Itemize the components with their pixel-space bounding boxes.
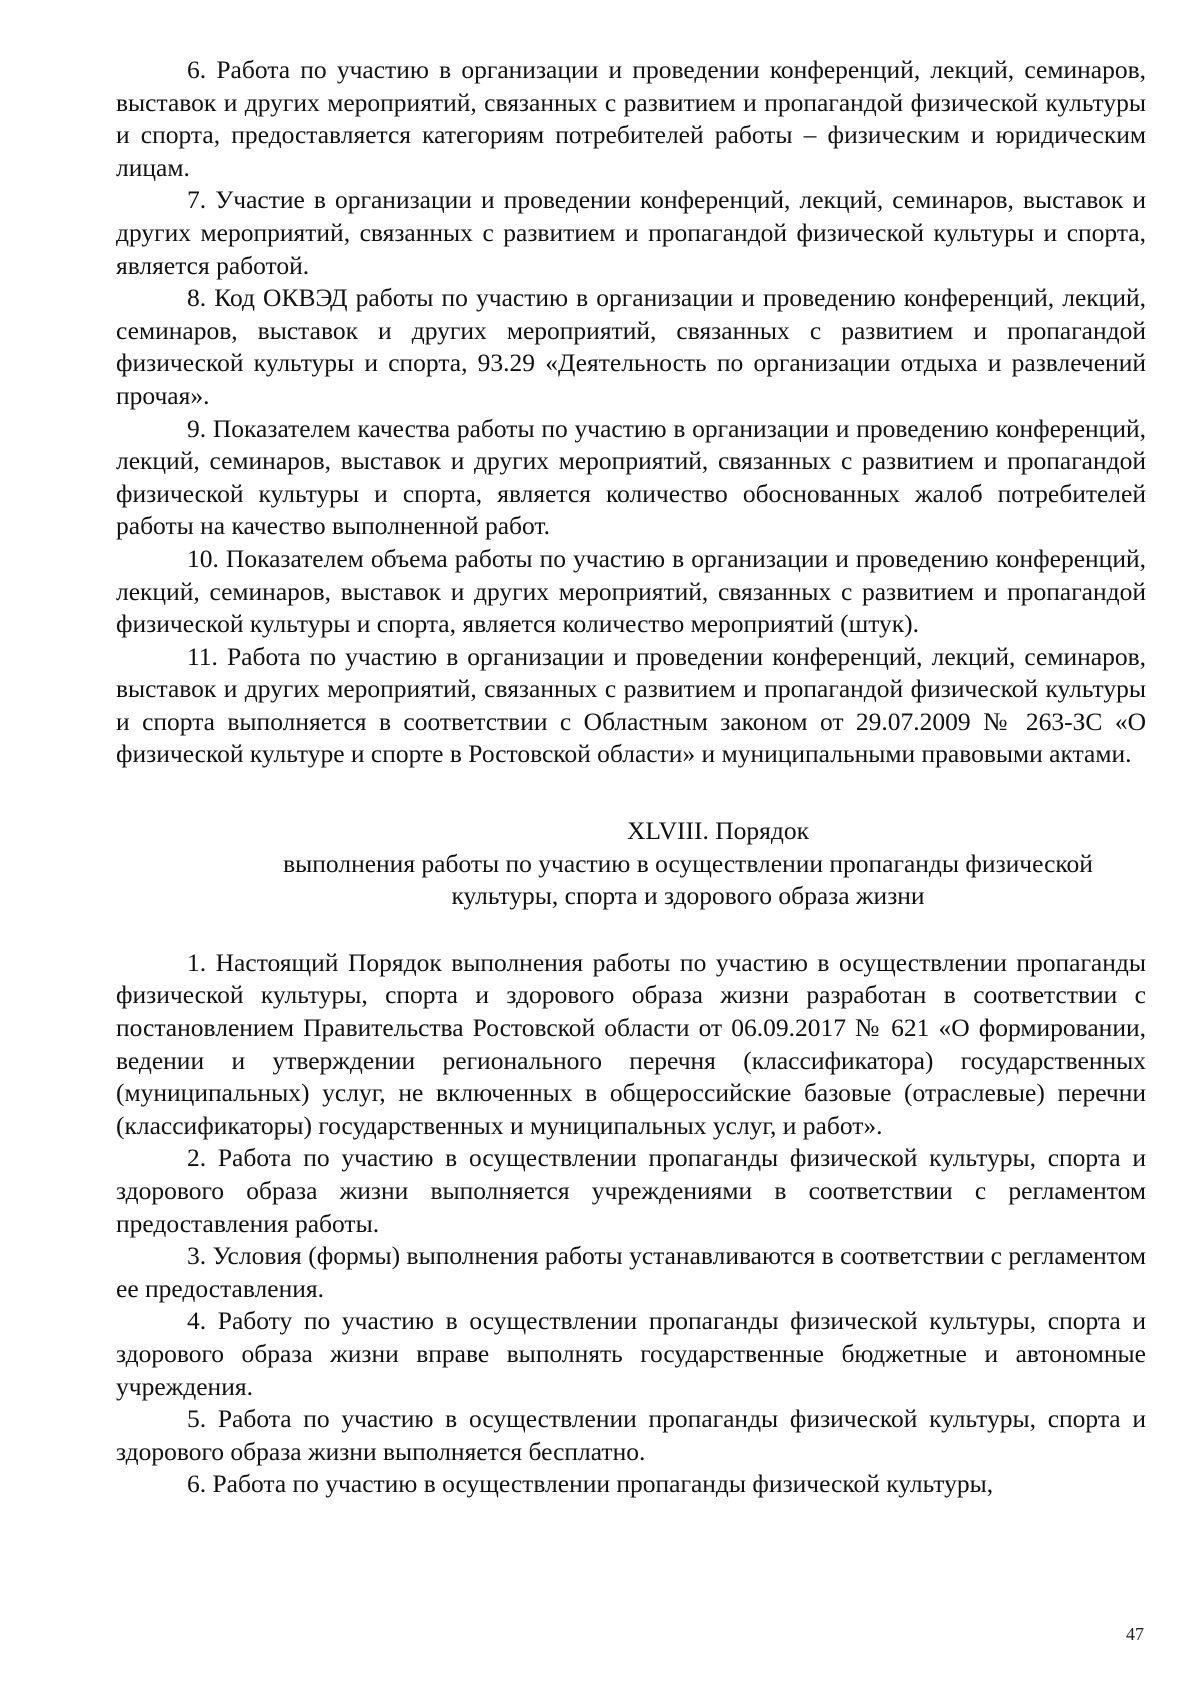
paragraph-6: 6. Работа по участию в организации и проведении конференций, лекций, семинаров, выставок и других мероприятий, связанных с развитием и пропагандой физической культуры и спорта, предоставляется категориям потребителей работы – физическим и юридическим лицам. [116, 55, 1146, 182]
section-paragraph-3: 3. Условия (формы) выполнения работы устанавливаются в соответствии с регламентом ее предоставления. [116, 1241, 1146, 1303]
section-heading-number: XLVIII. Порядок [626, 816, 810, 846]
paragraph-10: 10. Показателем объема работы по участию в организации и проведению конференций, лекций, семинаров, выставок и других мероприятий, связанных с развитием и пропагандой физической культуры и спорта, является количество мероприятий (штук). [116, 543, 1146, 639]
section-paragraph-4: 4. Работу по участию в осуществлении пропаганды физической культуры, спорта и здорового образа жизни вправе выполнять государственные бюджетные и автономные учреждения. [116, 1306, 1146, 1401]
section-heading-line: выполнения работы по участию в осуществлении пропаганды физической [283, 848, 1093, 878]
section-heading [116, 815, 1146, 913]
paragraph-9: 9. Показателем качества работы по участию в организации и проведению конференций, лекций, семинаров, выставок и других мероприятий, связанных с развитием и пропагандой физической культуры и спорта, является количество обоснованных жалоб потребителей работы на качество выполненной работ. [116, 413, 1146, 541]
paragraph-8: 8. Код ОКВЭД работы по участию в организации и проведению конференций, лекций, семинаров, выставок и других мероприятий, связанных с развитием и пропагандой физической культуры и спорта, 93.29 «Деятельность по организации отдыха и развлечений прочая». [116, 283, 1146, 410]
section-body [116, 947, 1146, 1501]
section-paragraph-2: 2. Работа по участию в осуществлении пропаганды физической культуры, спорта и здорового образа жизни выполняется учреждениями в соответствии с регламентом предоставления работы. [116, 1143, 1146, 1238]
document-page [116, 54, 1146, 1501]
section-heading-line: культуры, спорта и здорового образа жизни [451, 881, 925, 911]
paragraph-7: 7. Участие в организации и проведении конференций, лекций, семинаров, выставок и других мероприятий, связанных с развитием и пропагандой физической культуры и спорта, является работой. [116, 185, 1146, 280]
section-paragraph-1: 1. Настоящий Порядок выполнения работы по участию в осуществлении пропаганды физической культуры, спорта и здорового образа жизни разработан в соответствии с постановлением Правительства Ростовской области от 06.09.2017 № 621 «О формировании, ведении и утверждении регионального перечня (классификатора) государственных (муниципальных) услуг, не включенных в общероссийские базовые (отраслевые) перечни (классификаторы) государственных и муниципальных услуг, и работ». [116, 947, 1146, 1140]
paragraph-11: 11. Работа по участию в организации и проведении конференций, лекций, семинаров, выставок и других мероприятий, связанных с развитием и пропагандой физической культуры и спорта выполняется в соответствии с Областным законом от 29.07.2009 № 263-ЗС «О физической культуре и спорте в Ростовской области» и муниципальными правовыми актами. [116, 641, 1146, 769]
page-number: 47 [1126, 1624, 1144, 1644]
section-paragraph-5: 5. Работа по участию в осуществлении пропаганды физической культуры, спорта и здорового образа жизни выполняется бесплатно. [116, 1404, 1146, 1466]
section-paragraph-6: 6. Работа по участию в осуществлении пропаганды физической культуры, [187, 1469, 994, 1499]
